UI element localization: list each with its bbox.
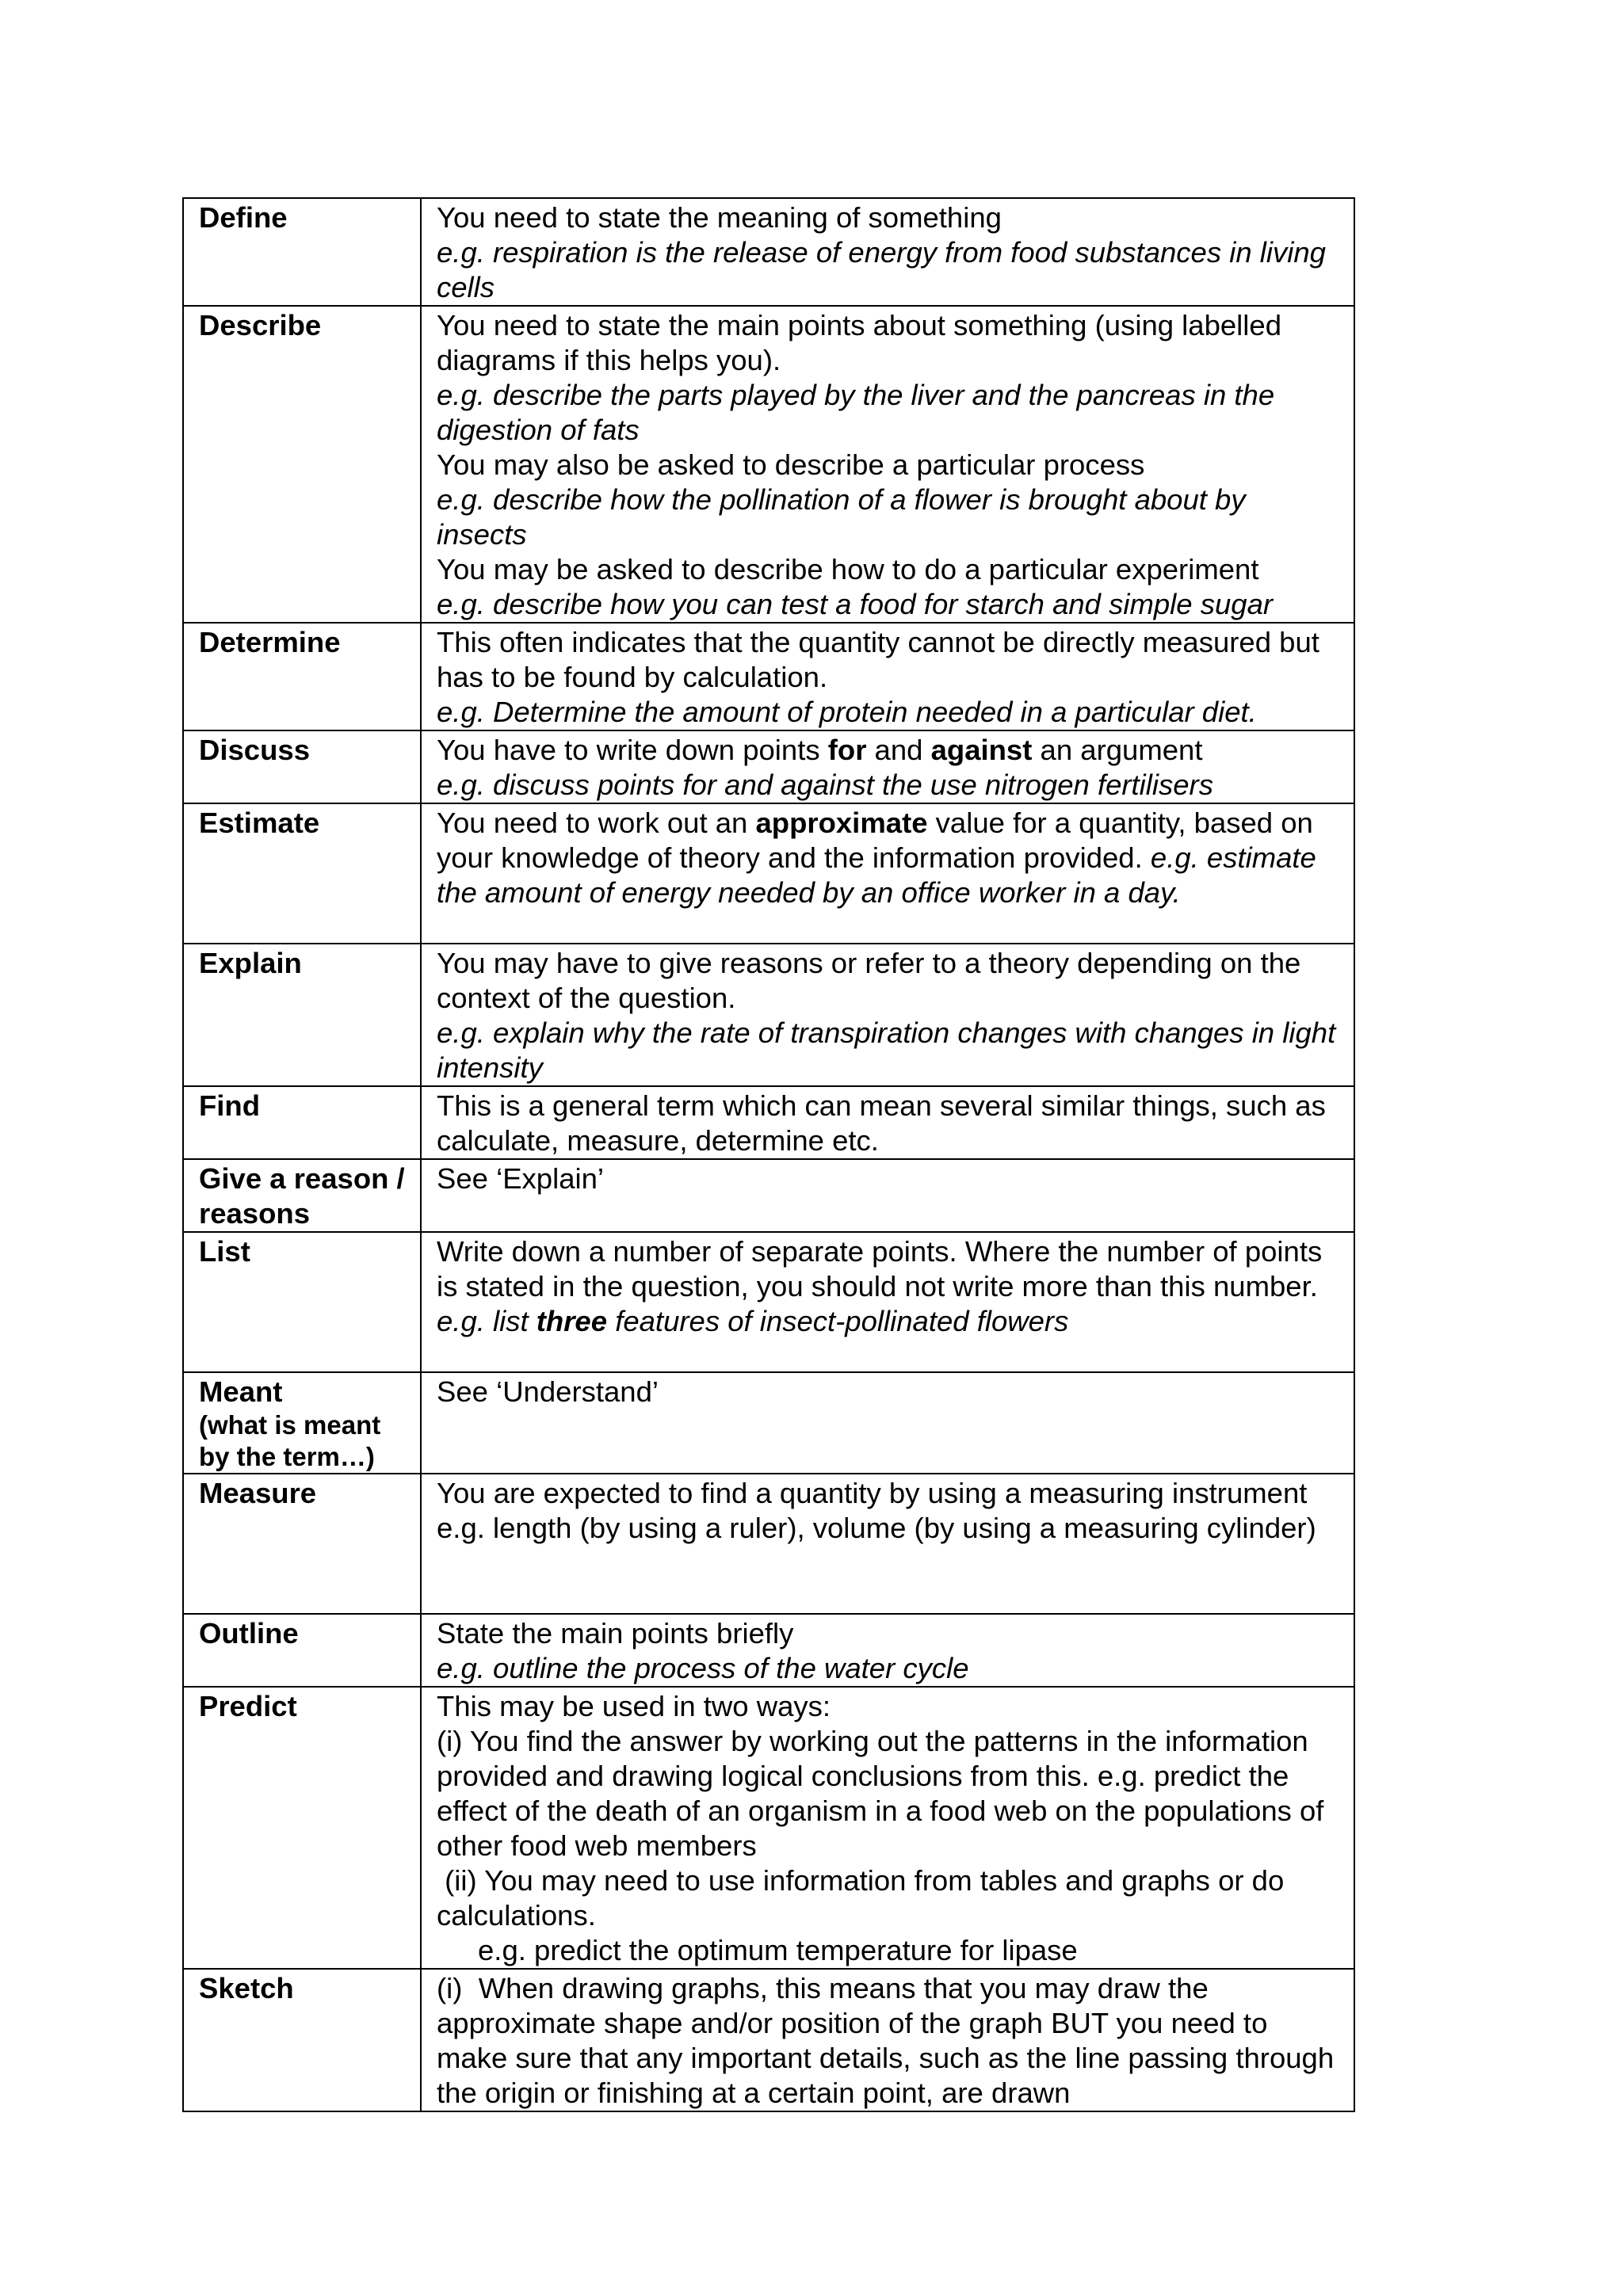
definition-find: This is a general term which can mean several similar things, such as calculate, measure, determine etc.	[421, 1086, 1354, 1159]
definition-describe: You need to state the main points about something (using labelled diagrams if this helps you). e.g. describe the parts played by the liver and the pancreas in the digestion of fats You may also be asked to describe a particular process e.g. describe how the pollination of a flower is brought about by insects You may be asked to describe how to do a particular experiment e.g. describe how you can test a food for starch and simple sugar	[421, 306, 1354, 623]
table-row	[183, 1474, 1354, 1614]
table-row	[183, 198, 1354, 306]
definition-outline: State the main points briefly e.g. outline the process of the water cycle	[421, 1614, 1354, 1687]
definition-estimate: You need to work out an approximate value for a quantity, based on your knowledge of theory and the information provided. e.g. estimate the amount of energy needed by an office worker in a day.	[421, 803, 1354, 944]
definition-define: You need to state the meaning of something e.g. respiration is the release of energy from food substances in living cells	[421, 198, 1354, 306]
definition-give-reason: See ‘Explain’	[421, 1159, 1354, 1232]
table-row	[183, 1969, 1354, 2111]
definition-explain: You may have to give reasons or refer to a theory depending on the context of the question. e.g. explain why the rate of transpiration changes with changes in light intensity	[421, 944, 1354, 1086]
term-list: List	[183, 1232, 421, 1372]
command-words-table	[182, 197, 1355, 2112]
term-sketch: Sketch	[183, 1969, 421, 2111]
term-measure: Measure	[183, 1474, 421, 1614]
table-row	[183, 1159, 1354, 1232]
definition-list: Write down a number of separate points. Where the number of points is stated in the question, you should not write more than this number. e.g. list three features of insect-pollinated flowers	[421, 1232, 1354, 1372]
table-row	[183, 1232, 1354, 1372]
definition-discuss: You have to write down points for and against an argument e.g. discuss points for and against the use nitrogen fertilisers	[421, 730, 1354, 803]
definition-sketch: (i) When drawing graphs, this means that you may draw the approximate shape and/or position of the graph BUT you need to make sure that any important details, such as the line passing through the origin or finishing at a certain point, are drawn	[421, 1969, 1354, 2111]
table-row	[183, 1372, 1354, 1474]
term-meant: Meant (what is meant by the term…)	[183, 1372, 421, 1474]
table-row	[183, 730, 1354, 803]
table-row	[183, 306, 1354, 623]
table-row	[183, 944, 1354, 1086]
table-row	[183, 623, 1354, 730]
term-predict: Predict	[183, 1687, 421, 1969]
term-find: Find	[183, 1086, 421, 1159]
table-row	[183, 1687, 1354, 1969]
definition-predict: This may be used in two ways: (i) You find the answer by working out the patterns in the information provided and drawing logical conclusions from this. e.g. predict the effect of the death of an organism in a food web on the populations of other food web members (ii) You may need to use information from tables and graphs or do calculations. e.g. predict the optimum temperature for lipase	[421, 1687, 1354, 1969]
definition-measure: You are expected to find a quantity by using a measuring instrument e.g. length (by using a ruler), volume (by using a measuring cylinder)	[421, 1474, 1354, 1614]
term-determine: Determine	[183, 623, 421, 730]
term-describe: Describe	[183, 306, 421, 623]
term-estimate: Estimate	[183, 803, 421, 944]
term-explain: Explain	[183, 944, 421, 1086]
term-outline: Outline	[183, 1614, 421, 1687]
term-define: Define	[183, 198, 421, 306]
definition-determine: This often indicates that the quantity cannot be directly measured but has to be found by calculation. e.g. Determine the amount of protein needed in a particular diet.	[421, 623, 1354, 730]
table-row	[183, 1086, 1354, 1159]
table-row	[183, 803, 1354, 944]
term-discuss: Discuss	[183, 730, 421, 803]
term-give-reason: Give a reason / reasons	[183, 1159, 421, 1232]
table-row	[183, 1614, 1354, 1687]
definition-meant: See ‘Understand’	[421, 1372, 1354, 1474]
